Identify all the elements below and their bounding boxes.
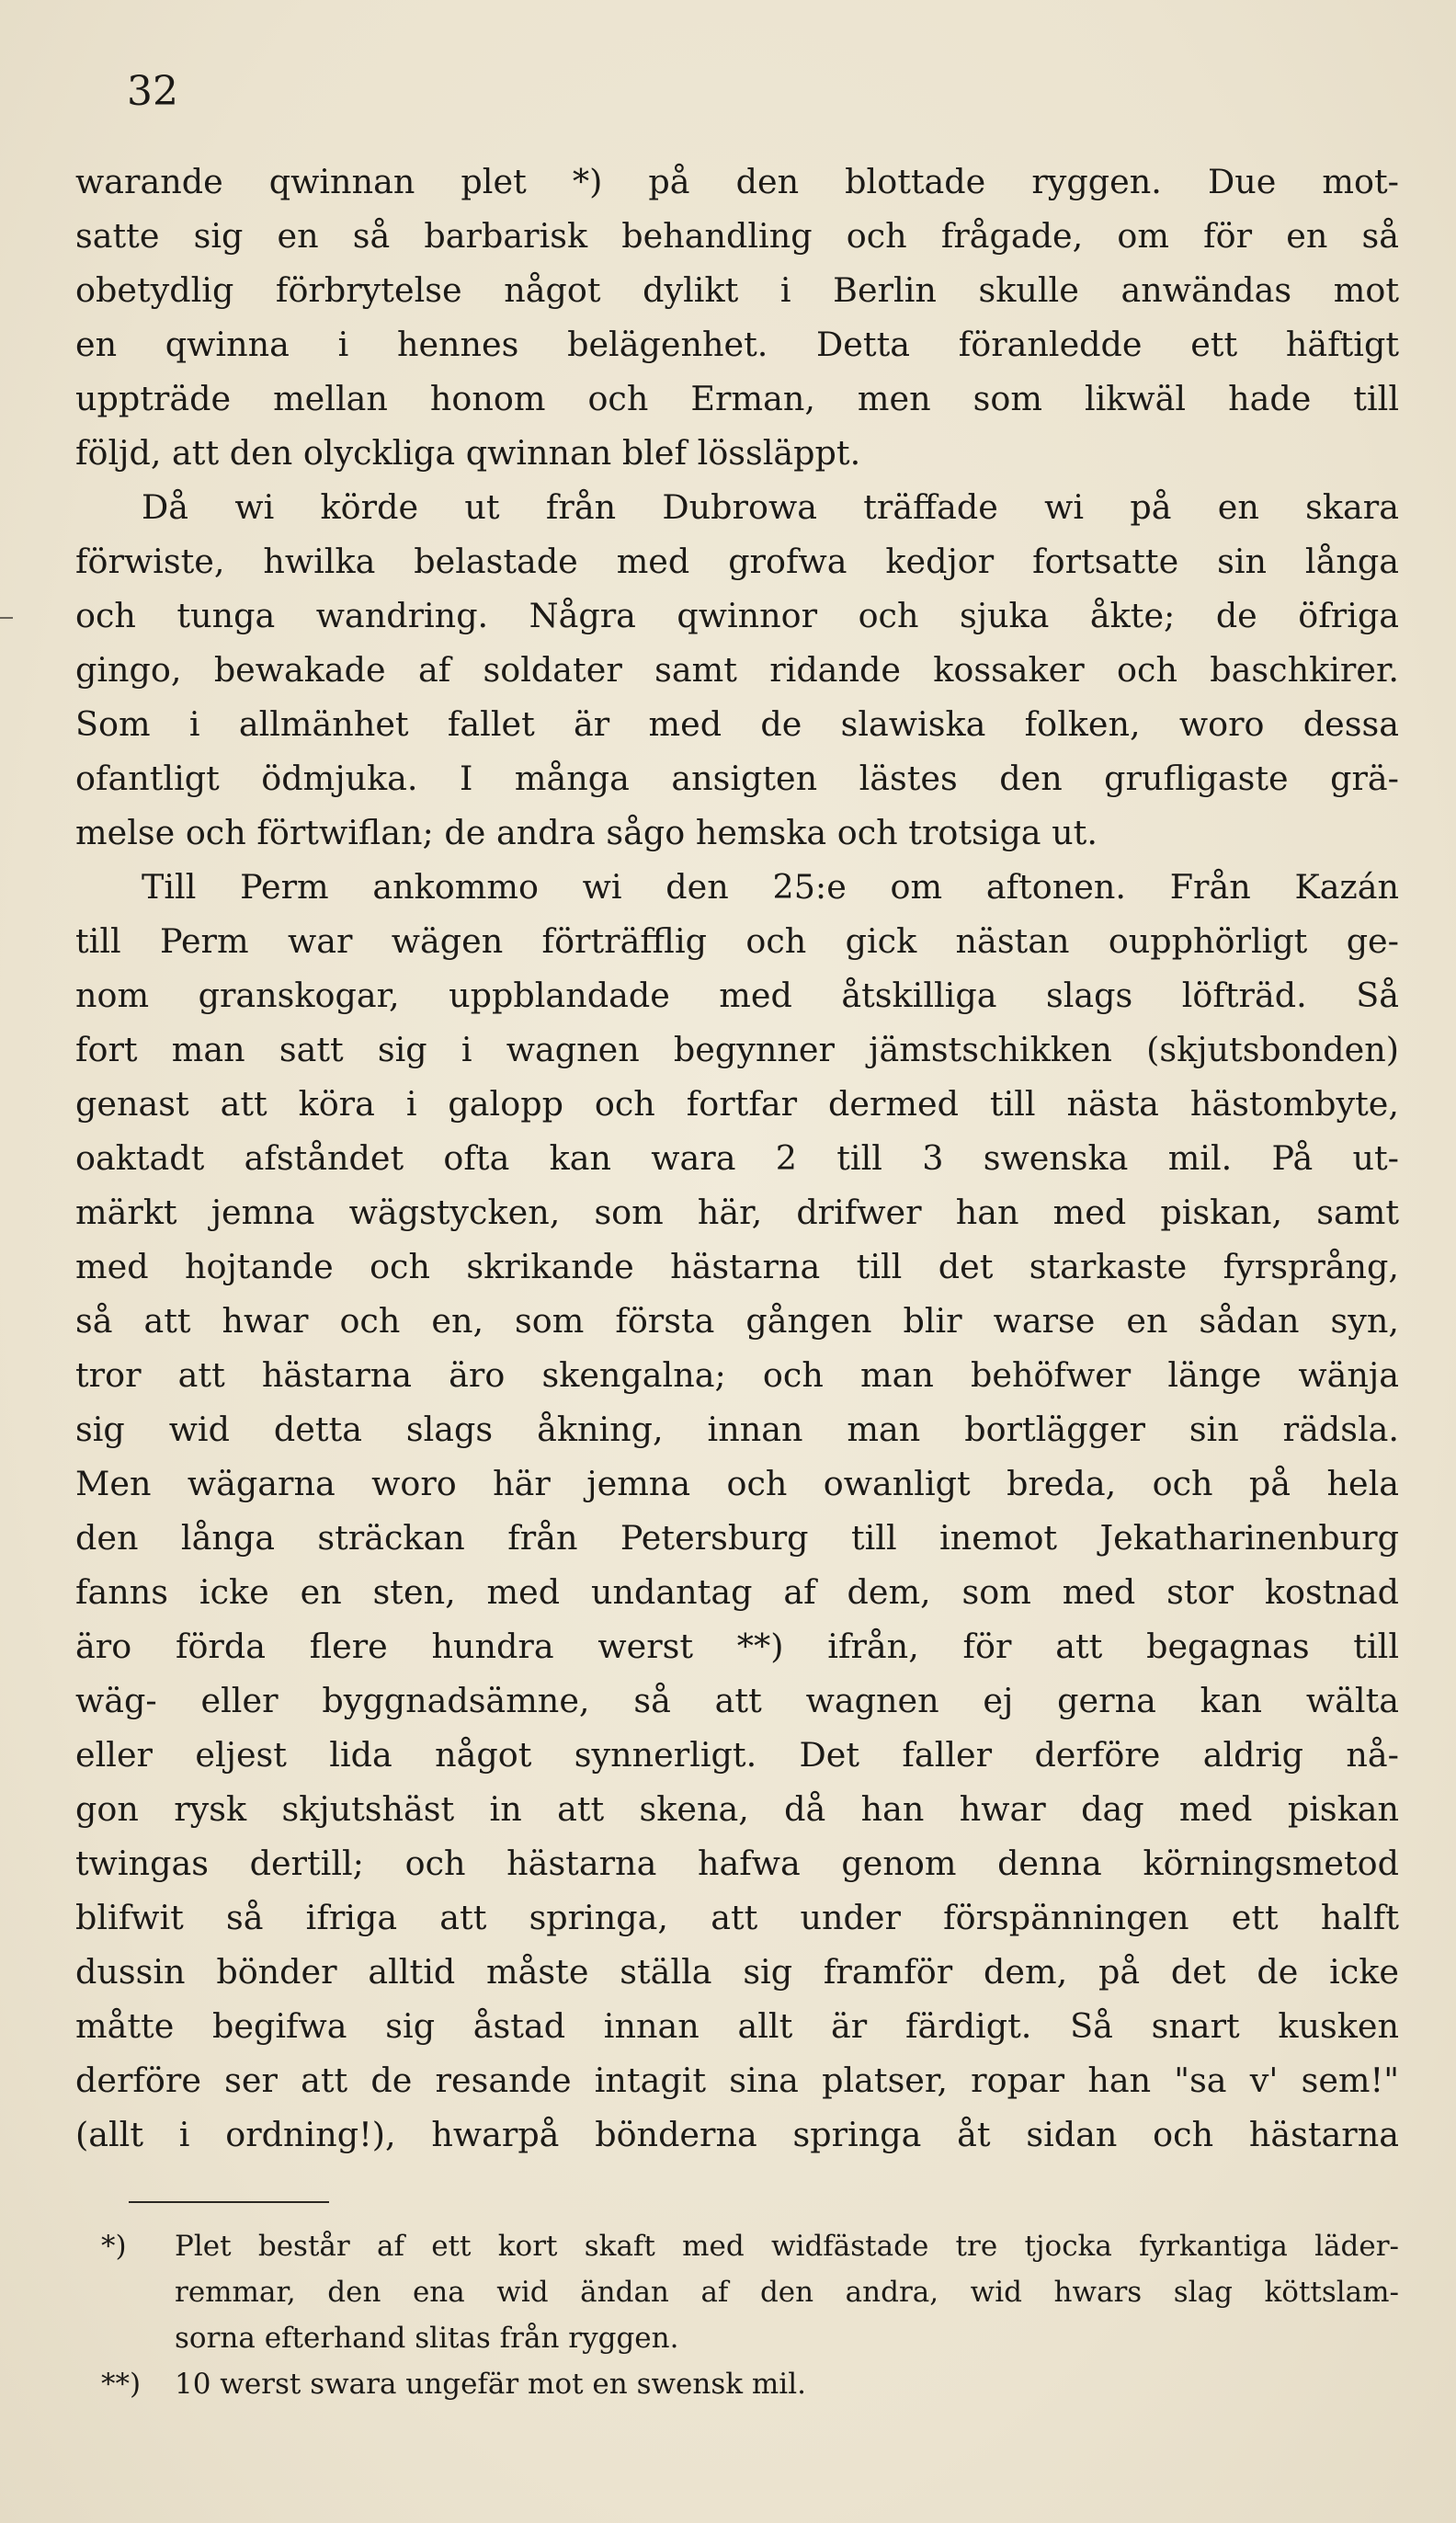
text-line: (allt i ordning!), hwarpå bönderna springa åt sidan och hästarna	[75, 2115, 1399, 2154]
text-line: följd, att den olyckliga qwinnan blef lössläppt.	[75, 433, 861, 473]
text-line: och tunga wandring. Några qwinnor och sjuka åkte; de öfriga	[75, 596, 1399, 635]
text-line: fanns icke en sten, med undantag af dem, som med stor kostnad	[75, 1572, 1399, 1612]
text-line: till Perm war wägen förträfflig och gick nästan oupphörligt ge-	[75, 921, 1399, 961]
text-line: förwiste, hwilka belastade med grofwa kedjor fortsatte sin långa	[75, 542, 1399, 581]
footnote-1-marker: *)	[101, 2230, 127, 2263]
text-line: måtte begifwa sig åstad innan allt är färdigt. Så snart kusken	[75, 2006, 1399, 2046]
text-line: Då wi körde ut från Dubrowa träffade wi på en skara	[142, 487, 1399, 527]
text-line: gingo, bewakade af soldater samt ridande kossaker och baschkirer.	[75, 650, 1399, 690]
text-line: melse och förtwiflan; de andra sågo hemska och trotsiga ut.	[75, 813, 1098, 852]
footnote-1-line: remmar, den ena wid ändan af den andra, wid hwars slag köttslam-	[175, 2276, 1399, 2309]
text-line: en qwinna i hennes belägenhet. Detta föranledde ett häftigt	[75, 325, 1399, 364]
text-line: märkt jemna wägstycken, som här, drifwer han med piskan, samt	[75, 1193, 1399, 1232]
text-line: obetydlig förbrytelse något dylikt i Berlin skulle anwändas mot	[75, 270, 1399, 310]
text-line: med hojtande och skrikande hästarna till det starkaste fyrsprång,	[75, 1247, 1399, 1286]
text-line: blifwit så ifriga att springa, att under förspänningen ett halft	[75, 1898, 1399, 1937]
text-line: genast att köra i galopp och fortfar dermed till nästa hästombyte,	[75, 1084, 1399, 1124]
text-line: tror att hästarna äro skengalna; och man behöfwer länge wänja	[75, 1355, 1399, 1395]
footnote-divider	[129, 2201, 329, 2203]
text-line: den långa sträckan från Petersburg till inemot Jekatharinenburg	[75, 1518, 1399, 1558]
text-line: Men wägarna woro här jemna och owanligt breda, och på hela	[75, 1464, 1399, 1503]
body-text	[75, 154, 1399, 2162]
text-line: oaktadt afståndet ofta kan wara 2 till 3 swenska mil. På ut-	[75, 1138, 1399, 1178]
footnote-1-text: Plet består af ett kort skaft med widfästade tre tjocka fyrkantiga läder-	[175, 2230, 1399, 2263]
footnote-2-marker: **)	[101, 2368, 142, 2401]
text-line: Till Perm ankommo wi den 25:e om aftonen. Från Kazán	[142, 867, 1399, 907]
text-line: ofantligt ödmjuka. I många ansigten lästes den grufligaste grä-	[75, 759, 1399, 798]
text-line: dussin bönder alltid måste ställa sig framför dem, på det de icke	[75, 1952, 1399, 1992]
footnote-2-line	[101, 2361, 1399, 2407]
text-line: satte sig en så barbarisk behandling och frågade, om för en så	[75, 216, 1399, 256]
text-line: derföre ser att de resande intagit sina platser, ropar han "sa v' sem!"	[75, 2061, 1399, 2100]
text-line: fort man satt sig i wagnen begynner jämstschikken (skjutsbonden)	[75, 1030, 1399, 1069]
footnote-1-line	[101, 2223, 1399, 2269]
text-line: eller eljest lida något synnerligt. Det faller derföre aldrig nå-	[75, 1735, 1399, 1775]
text-line: nom granskogar, uppblandade med åtskilliga slags löfträd. Så	[75, 976, 1399, 1015]
text-line: Som i allmänhet fallet är med de slawiska folken, woro dessa	[75, 704, 1399, 744]
text-line: wäg- eller byggnadsämne, så att wagnen ej gerna kan wälta	[75, 1681, 1399, 1720]
text-line: sig wid detta slags åkning, innan man bortlägger sin rädsla.	[75, 1410, 1399, 1449]
footnote-2-text: 10 werst swara ungefär mot en swensk mil.	[175, 2368, 806, 2401]
text-line: äro förda flere hundra werst **) ifrån, för att begagnas till	[75, 1627, 1399, 1666]
page-number: 32	[127, 68, 178, 115]
footnote-1-line: sorna efterhand slitas från ryggen.	[175, 2322, 679, 2355]
footnotes	[101, 2223, 1399, 2407]
text-line: twingas dertill; och hästarna hafwa genom denna körningsmetod	[75, 1844, 1399, 1883]
margin-mark	[0, 617, 13, 619]
text-line: warande qwinnan plet *) på den blottade ryggen. Due mot-	[75, 162, 1399, 201]
text-line: uppträde mellan honom och Erman, men som likwäl hade till	[75, 379, 1399, 418]
text-line: gon rysk skjutshäst in att skena, då han hwar dag med piskan	[75, 1789, 1399, 1829]
text-line: så att hwar och en, som första gången blir warse en sådan syn,	[75, 1301, 1399, 1341]
